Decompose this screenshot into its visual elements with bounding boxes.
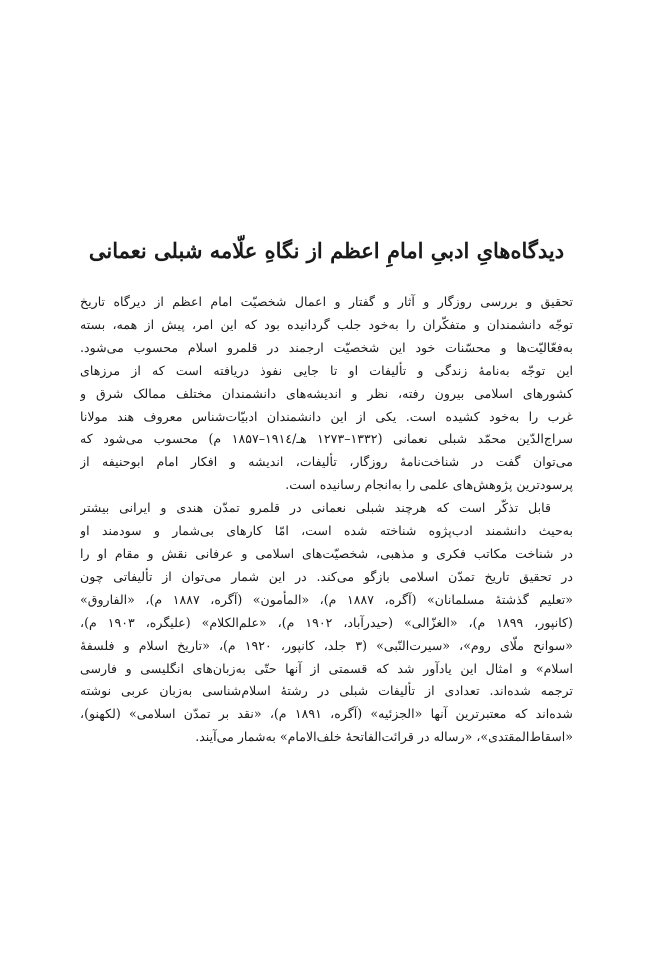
paragraph-line: در تحقیق تاریخ تمدّن اسلامی بازگو می‌کند. در این شمار می‌توان از تألیفاتی چون [80, 568, 573, 584]
paragraph-2 [80, 497, 573, 749]
paragraph-line: غرب را به‌خود کشیده است. یکی از این دانشمندان ادبیّات‌شناس معروف هند مولانا [80, 408, 573, 424]
paragraph-line: قابل تذکّر است که هرچند شبلی نعمانی در قلمرو تمدّن هندی و ایرانی بیشتر [80, 500, 551, 516]
paragraph-line: «سوانح ملّای روم»، «سیرت‌النّبی» (۳ جلد، کانپور، ۱۹۲۰ م)، «تاریخ اسلام و فلسفهٔ [80, 637, 573, 653]
paragraph-line: «اسقاط‌المقتدی»، «رساله در قرائت‌الفاتحهٔ خلف‌الامام» به‌شمار می‌آیند. [195, 729, 573, 745]
paragraph-line: به‌حیث دانشمند ادب‌پژوه شناخته شده است، امّا کارهای بی‌شمار و سودمند او [80, 523, 573, 539]
paragraph-line: در شناخت مکاتب فکری و مذهبی، شخصیّت‌های اسلامی و عرفانی نقش و مقام او را [80, 545, 573, 561]
paragraph-line: تحقیق و بررسی روزگار و آثار و گفتار و اعمال شخصیّت امام اعظم از دیرگاه تاریخ [80, 294, 573, 309]
paragraph-line: می‌توان گفت در شناخت‌نامهٔ روزگار، تألیفات، اندیشه و افکار امام ابوحنیفه از [80, 454, 573, 470]
paragraph-line: اسلام» و امثال این یادآور شد که قسمتی از آنها حتّی به‌زبان‌های انگلیسی و فارسی [80, 660, 573, 676]
paragraph-line: به‌فعّالیّت‌ها و محسّنات خود این شخصیّت ارجمند در قلمرو اسلام محسوب می‌شود. [80, 339, 573, 355]
page-title: دیدگاه‌هایِ ادبیِ امامِ اعظم از نگاهِ علّامه شبلی نعمانی [88, 238, 565, 263]
paragraph-line: «تعلیم گذشتهٔ مسلمانان» (آگره، ۱۸۸۷ م)، «المأمون» (آگره، ۱۸۸۷ م)، «الفاروق» [80, 591, 573, 607]
paragraph-line: این توجّه به‌نامهٔ زندگی و تألیفات او تا جایی نفوذ دریافته است که از مرزهای [80, 362, 573, 378]
paragraph-line: شده‌اند که معتبرترین آنها «الجزئیه» (آگره، ۱۸۹۱ م)، «نقد بر تمدّن اسلامی» (لکهنو)، [80, 706, 573, 722]
paragraph-line: کشورهای اسلامی بیرون رفته، نظر و اندیشه‌های دانشمندان مختلف ممالک شرق و [80, 385, 573, 401]
paragraph-1 [80, 291, 573, 497]
paragraph-line: توجّه دانشمندان و متفکّران را به‌خود جلب گردانیده بود که این امر، پیش از همه، بسته [80, 316, 573, 332]
paragraph-line: سراج‌الدّین محمّد شبلی نعمانی (۱۳۳۲–۱۲۷۳ هـ/۱۹۱٤–۱۸۵۷ م) محسوب می‌شود که [80, 431, 573, 447]
paragraph-line: پرسودترین پژوهش‌های علمی را به‌انجام رسانیده است. [285, 477, 573, 493]
paragraph-line: (کانپور، ۱۸۹۹ م)، «الغزّالی» (حیدرآباد، ۱۹۰۲ م)، «علم‌الکلام» (علیگره، ۱۹۰۳ م)، [80, 614, 573, 630]
paragraph-line: ترجمه شده‌اند. تعدادی از تألیفات شبلی در رشتهٔ اسلام‌شناسی به‌زبان عربی نوشته [80, 683, 573, 699]
body-text [80, 291, 573, 749]
